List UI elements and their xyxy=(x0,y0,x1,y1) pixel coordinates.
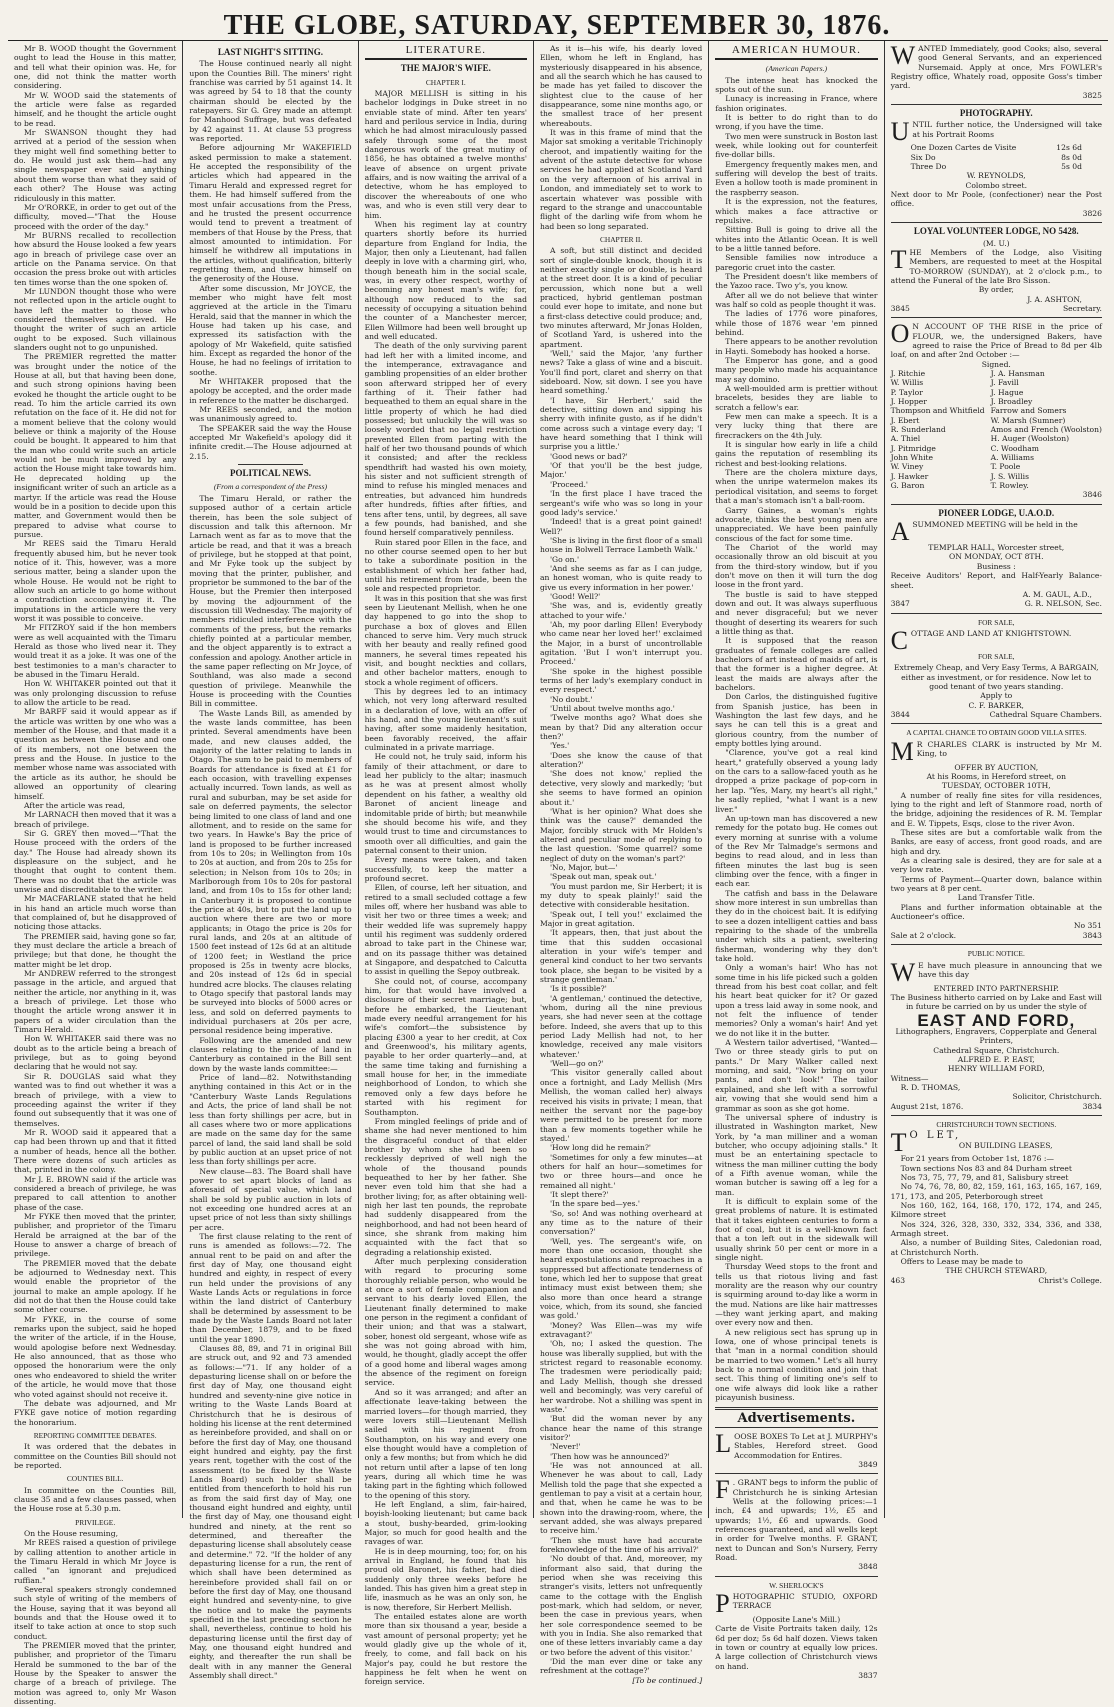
drop-cap: O xyxy=(890,319,910,349)
joke-item: An up-town man has discovered a new remedy for the potato bug. He comes out every morning at sunrise with a volume of the Rev Mr Talmadge's sermons and begins to read aloud, and in less than fifteen minutes the last bug is seen climbing over the fence, with a finger in each ear. xyxy=(715,813,878,889)
paragraph: He is in deep mourning, too; for, on his arrival in England, he found that his proud old Baronet, his father, had died suddenly only three weeks before he landed. This has given him a great step in life, inasmuch as he was an only son, he is now, therefore, Sir Herbert Mellish. xyxy=(364,1546,527,1612)
joke-item: Lunacy is increasing in France, where fashion originates. xyxy=(715,94,878,113)
joke-item: Only a woman's hair! Who has not some time in his life picked such a golden thread from his best coat collar, and felt his heart beat quicker for it? Or gazed upon a tress laid away in some nook, and not felt the influence of tender memories? Only a woman's hair! And yet we do not like it in the butter. xyxy=(715,963,878,1038)
paragraph: Mr FITZROY said if the hon members were as well acquainted with the Timaru Herald as those who lived near it. They would treat it as a joke. It was one of the best testimonies to a man's character to be abused in the Timaru Herald. xyxy=(14,623,177,680)
joke-item: Sensible families now introduce a paregoric cruet into the caster. xyxy=(715,253,878,272)
counties-heading: COUNTIES BILL. xyxy=(66,1474,124,1484)
joke-item: The catfish and bass in the Delaware show more interest in sun umbrellas than they do in the choicest bait. It is edifying to see a dozen intelligent catties and bass repairing to the shade of the umbrella under which sits a patient, sweltering fisherman, wondering why they don't take hold. xyxy=(715,888,878,963)
section-line: Nos 73, 75, 77, 79, and 81, Salisbury street xyxy=(900,1173,1069,1182)
price-row: Six Do 8s 0d xyxy=(910,152,1082,162)
paragraph: Mr REES raised a question of privilege by calling attention to another article in the Timaru Herald in which Mr Joyce is called "an ignorant and prejudiced ruffian." xyxy=(14,1538,177,1585)
paragraph: 'But did the woman never by any chance hear the name of this strange visitor?' xyxy=(539,1414,703,1442)
paragraph: She could not, of course, accompany him, for that would have involved a disclosure of their secret marriage; but, before he embarked, the Lieutenant made every needful arrangement for his wife's comfort—the subsistence by placing £300 a year to her credit, at Cox and Greenwood's, his military agents, payable to her order quarterly—and, at the same time taking and furnishing a small house for her, in the immediate neighborhood of London, to which she removed only a few days before he started with his regiment for Southampton. xyxy=(364,976,527,1117)
baker-name: Farrow and Somers xyxy=(990,406,1067,416)
paragraph: Mr WHITAKER proposed that the apology be accepted, and the order made in reference to the matter be discharged. xyxy=(189,377,352,405)
baker-name: J. S. Willis xyxy=(990,471,1029,481)
ad-heading: CHRISTCHURCH TOWN SECTIONS. xyxy=(936,1119,1057,1129)
baker-name: J. Hopper xyxy=(890,397,927,406)
divider xyxy=(891,944,1102,945)
paragraph: After much perplexing consideration with regard to procuring some thoroughly reliable person, who would be at once a sort of female companion and servant to his dearly loved Ellen, the Lieutenant finally determined to make one person in the regiment a confidant of their union; and that was a stalwart, sober, honest old sergeant, whose wife as she was not going abroad with him, would, he thought, gladly accept the offer of a good home and liberal wages among the absence of the regiment on foreign service. xyxy=(364,1257,527,1388)
paragraph: 'Sometimes for only a few minutes—at others for half an hour—sometimes for two or three hours—and once he remained all night.' xyxy=(539,1152,703,1190)
joke-item: The Chariot of the world may occasionally throw an old biscuit at you from the third-story window, but if you don't move on then it will turn the dog loose in the front yard. xyxy=(715,542,878,590)
paragraph: Mr REES said the Timaru Herald frequently abused him, but he never took notice of it. This, however, was a more serious matter, being a slander upon the whole House. He would not be right to allow such an article to go home without a contradiction accompanying it. The imputations in the article were the very worst it was possible to conceive. xyxy=(14,539,177,623)
chapter-two-heading: CHAPTER II. xyxy=(599,234,643,244)
paragraph: The SPEAKER said the way the House accepted Mr Wakefield's apology did it infinite credit.—The House adjourned at 2.15. xyxy=(189,423,352,461)
baker-name: T. Poole xyxy=(990,462,1021,472)
ad-town-sections: CHRISTCHURCH TOWN SECTIONS. T O LET, ON BUILDING LEASES, For 21 years from October 1st, 1876 :— Town sections Nos 83 and 84 Durham street Nos 73, 75, 77, 79, and 81, Salisbury street No 74, 76, 78, 80, 82, 159, 161, 163, 165, 167, 169, 171, 173, and 205, Peterborough street Nos 160, 162, 164, 168, 170, 172, 174, and 245, Kilmore street Nos 324, 326, 328, 330, 332, 334, 336, and 338, Armagh street. Also, a number of Building Sites, Caledonian road, at Christchurch North. Offers to Lease may be made to THE CHURCH STEWARD, 463 Christ's College. xyxy=(890,1119,1102,1285)
paragraph: 'Then she must have had accurate foreknowledge of the time of his arrival?' xyxy=(539,1535,703,1554)
paragraph: 'What is her opinion? What does she think was the cause?' demanded the Major, forcibly struck with Mr Holden's altered and peculiar mode of replying to the last question. 'Some quarrel? some neglect of duty on the woman's part?' xyxy=(539,806,703,863)
paragraph: 'Speak out, I tell you!' exclaimed the Major in great agitation. xyxy=(539,909,703,928)
baker-name: J. Pitmridge xyxy=(890,443,936,453)
paragraph: Mr BARFF said it would appear as if the article was written by one who was a member of the House, and that made it a question as between the House and one of its members, not one between the press and the House. In justice to the member whose name was associated with the article as its author, he should be allowed an opportunity of clearing himself. xyxy=(14,707,177,801)
paragraph: 'Of that you'll be the best judge, Major.' xyxy=(539,461,703,480)
paragraph: 'She is living in the first floor of a small house in Bolwell Terrace Lambeth Walk.' xyxy=(539,535,703,555)
drop-cap: P xyxy=(715,1589,730,1618)
ad-number: 3837 xyxy=(858,1671,878,1681)
section-line: Offers to Lease may be made to xyxy=(900,1257,1023,1267)
column-story-continued xyxy=(534,41,709,1685)
ad-public-notice: PUBLIC NOTICE. W E have much pleasure in announcing that we have this day ENTERED INTO PARTNERSHIP. The Business hitherto carried on by Lake and East will in future be carried on by us under the style of EAST AND FORD, Lithographers, Engravers, Copperplate and General Printers, Cathedral Square, Christchurch. ALFRED E. P. EAST, HENRY WILLIAM FORD, Witness— R. D. THOMAS, Solicitor, Christchurch. August 21st, 1876. 3834 xyxy=(890,949,1102,1111)
ad-heading: A CAPITAL CHANCE TO OBTAIN GOOD VILLA SITES. xyxy=(906,728,1087,738)
joke-item: The ladies of 1776 wore pinafores, while those of 1876 wear 'em pinned behind. xyxy=(715,309,878,337)
drop-cap: T xyxy=(890,1128,907,1158)
drop-cap: C xyxy=(890,625,908,655)
paragraph: 'Then how was he announced?' xyxy=(549,1451,670,1461)
section-line: For 21 years from October 1st, 1876 :— xyxy=(900,1154,1054,1164)
ad-number: 463 xyxy=(890,1275,906,1285)
paragraph: Mr O'RORKE, in order to get out of the difficulty, moved—"That the House proceed with the order of the day." xyxy=(14,202,177,231)
paragraph: Mr BURNS recalled to recollection how absurd the House looked a few years ago in breach of privilege case over an article on the Panama service. On that occasion the press broke out with articles ten times worse than the one spoken of. xyxy=(14,230,177,287)
paragraph: Price of land—82. Notwithstanding anything contained in this Act or in the "Canterbury Waste Lands Regulations and Acts, the price of land shall be not less than forty shillings per acre, but in all cases where two or more applications are made on the same day for the same parcel of land, the said land shall be sold by public auction at an upset price of not less than forty shillings per acre. xyxy=(189,1073,352,1167)
column-sitting xyxy=(183,41,358,1681)
counties-text: In committee on the Counties Bill, clause 35 and a few clauses passed, when the House rose at 5.30 p.m. xyxy=(14,1485,177,1514)
newspaper-columns xyxy=(8,40,1108,1707)
joke-item: Emergency frequently makes men, and suffering will develop the best of traits. Even a hollow tooth is made prominent in the raspberry season. xyxy=(715,159,878,197)
baker-name: J. Ritchie xyxy=(890,368,926,378)
divider xyxy=(891,1115,1102,1116)
paragraph: 'Go on.' xyxy=(549,554,580,564)
paragraph: Mr MACFARLANE stated that he held in his hand an article much worse than that complained of, but he disapproved of noticing those attacks. xyxy=(14,894,177,932)
ad-number: 3825 xyxy=(1082,90,1102,100)
story-body xyxy=(365,89,527,1687)
story-title: THE MAJOR'S WIFE. xyxy=(400,63,491,74)
reporting-heading: REPORTING COMMITTEE DEBATES. xyxy=(33,1430,157,1440)
joke-item: Two men were sunstruck in Boston last week, while looking out for counterfeit five-dollar bills. xyxy=(715,131,878,160)
ad-number: 3826 xyxy=(1082,208,1102,218)
joke-item: The intense heat has knocked the spots out of the sun. xyxy=(715,75,878,95)
joke-item: It is better to do right than to do wrong, if you have the time. xyxy=(715,113,878,132)
column-humour xyxy=(709,41,884,1681)
paragraph: The House continued nearly all night upon the Counties Bill. The miners' right franchise was carried by 51 against 14. It was agreed by 54 to 18 that the county chairman should be elected by the ratepayers. Sir G. Grey made an attempt for Manhood Suffrage, but was defeated by 42 against 11. At clause 53 progress was reported. xyxy=(189,59,352,144)
joke-item: The universal sphere of industry is illustrated in Washington market, New York, by "a man milliner and a woman butcher, who occupy adjoining stalls." It must be an entertaining spectacle to witness the man milliner cutting the body of a Fifth avenue woman, while the woman butcher is sawing off a leg for a man. xyxy=(715,1112,878,1197)
chapter-one-heading: CHAPTER I. xyxy=(425,77,466,87)
divider xyxy=(891,613,1102,614)
joke-item: Garry Gaines, a woman's rights advocate, thinks the best young men are unappreciated. We have been painfully conscious of the fact for some time. xyxy=(715,505,878,543)
paragraph: 'Good news or bad?' xyxy=(549,451,628,461)
ad-artesian-wells: F . GRANT begs to inform the public of Christchurch he is sinking Artesian Wells at the following prices:—1 inch, £4 and upwards; 1½, £5 and upwards; 1½, £6 and upwards. Good references guaranteed, and all wells kept in order for Twelve months. F. GRANT, next to Duncan and Son's Nursery, Ferry Road. 3848 xyxy=(715,1475,878,1572)
humour-byline: (American Papers.) xyxy=(765,64,828,74)
joke-item: The Emperor has gone, and a good many people who made his acquaintance may say domino. xyxy=(715,356,878,384)
paragraph: Ruin stared poor Ellen in the face, and no other course seemed open to her but to take a subordinate position in the establishment of which her father had, until his retirement from trade, been the sole and respected proprietor. xyxy=(364,537,527,594)
ad-heading: LOYAL VOLUNTEER LODGE, NO 5428. xyxy=(913,226,1079,237)
paragraph: Following are the amended and new clauses relating to the price of land in Canterbury as contained in the Bill sent down by the waste lands committee:— xyxy=(189,1035,352,1073)
paragraph: 'Twelve months ago? What does she mean by that? Did any alteration occur then?' xyxy=(539,713,703,742)
paragraph: 'Until about twelve months ago.' xyxy=(549,704,675,714)
paragraph: And so it was arranged; and after an affectionate leave-taking between the married lovers—for though married, they were lovers still—Lieutenant Mellish sailed with his regiment from Southampton, on his way and every one else thought would have a completion of only a few months; but from which he did not return until after a lapse of ten long years, during all which time he was taking part in the fighting which followed to the opening of this story. xyxy=(364,1387,527,1500)
paragraph: Mr R. WOOD said it appeared that a cap had been thrown up and that it fitted a number of heads, hence all the bother. There were dozens of such articles as that, printed in the colony. xyxy=(14,1127,177,1175)
paragraph: 'Speak out man, speak out.' xyxy=(549,872,657,882)
baker-name: W. Willis xyxy=(890,378,924,388)
paragraph: Clauses 88, 89, and 71 in original Bill are struck out, and 92 and 73 amended as follows:—"71. If any holder of a depasturing license shall on or before the first day of May, one thousand eight hundred and seventy-nine give notice in writing to the Waste Lands Board at Christchurch that he is desirous of holding his license at the rent determined as hereinbefore provided, and shall on or before the first day of May, one thousand eight hundred and eighty, pay the first years rent, together with the cost of the assessment (to be fixed by the Waste Lands Board) such holder shall be entitled from thenceforth to hold his run as from the said first day of May, one thousand eight hundred and eighty, until the first day of May, one thousand eight hundred and ninety, at the rent so determined, and thereafter the depasturing license shall absolutely cease and determine." 72. "If the holder of any depasturing license for a run, the rent of which shall have been determined as hereinbefore provided shall fail on or before the first day of May, one thousand eight hundred and seventy-nine, to give the notice and to make the payments specified in the last preceding section he shall, nevertheless, continue to hold his depasturing license until the first day of May, one thousand eight hundred and eighty, and thereafter the run shall be dealt with in any manner the General Assembly shall direct." xyxy=(189,1344,352,1681)
paragraph: Mr FYKE then moved that the printer, publisher, and proprietor of the Timaru Herald be arraigned at the bar of the House to answer a charge of breach of privilege. xyxy=(14,1211,177,1259)
paragraph: 'It appears, then, that just about the time that this sudden occasional alteration in your wife's temper and general kind conduct to her two servants took place, she began to be visited by a strange gentleman.' xyxy=(539,928,703,985)
paragraph: New clause—83. The Board shall have power to set apart blocks of land as aforesaid of special value, which land shall be sold by public auction in lots of not exceeding one hundred acres at an upset price of not less than sixty shillings per acre. xyxy=(189,1166,352,1232)
bakers-list xyxy=(891,369,1102,490)
joke-item: After all we do not believe that winter was half so cold as people thought it was. xyxy=(715,290,878,309)
joke-item: There appears to be another revolution in Hayti. Somebody has hooked a horse. xyxy=(715,337,878,356)
political-news-body xyxy=(189,494,351,1681)
joke-item: A new religious sect has sprung up in Iowa, one of whose principal tenets is that "man in a normal condition should be married to two women." Let's all hurry back to a normal condition and join that sect. This thing of limiting one's self to one wife always did look like a rather picayunish business. xyxy=(715,1327,878,1403)
divider xyxy=(715,1407,877,1410)
paragraph: 'Oh, no; I asked the question. The house was liberally supplied, but with the strictest regard to reasonable economy. The tradesmen were periodically paid; and Lady Mellish, though she dressed well and becomingly, was very careful of her wardrobe. Not a shilling was spent in waste.' xyxy=(539,1339,703,1414)
paragraph: After the article was read, xyxy=(24,800,126,810)
paragraph: A soft, but still distinct and decided sort of single-double knock, though it is neither exactly single or double, is heard at the street door. It is a kind of peculiar percussion, which none but a well practiced, hybrid gentleman postman could ever hope to imitate, and none but a first-class detective could produce; and, two minutes afterward, Mr Jonas Holden, of Scotland Yard, is ushered into the apartment. xyxy=(539,246,703,349)
paragraph: The Timaru Herald, or rather the supposed author of a certain article therein, has been the sole subject of discussion and talk this afternoon. Mr Larnach went as far as to move that the article be read, and that it was a breach of privilege, but he stopped at that point, and Mr Fyke took up the subject by moving that the printer, publisher, and proprietor be summoned to the bar of the House, but the Premier then interposed by moving the adjournment of the discussion till Wednesday. The majority of members ridiculed interference with the comments of the press, but the remarks chiefly pointed at a particular member, and the object apparently is to extract a confession and apology. Another article in the same paper reflecting on Mr Joyce, of Southland, was also made a second question of privilege. Meanwhile the House is proceeding with the Counties Bill in committee. xyxy=(189,493,352,709)
divider xyxy=(238,464,303,465)
paragraph: 'Well,' said the Major, 'any further news? Take a glass of wine and a biscuit. You'll find port, claret and sherry on that sideboard. Now, sit down. I see you have heard something.' xyxy=(539,349,703,396)
paragraph: 'She spoke in the highest possible terms of her lady's exemplary conduct in every respect.' xyxy=(539,666,703,695)
paragraph: 'No, Major, but—' xyxy=(549,862,618,872)
chapter-two-body xyxy=(540,246,702,1676)
price-row: Three Do 5s 0d xyxy=(910,162,1082,172)
ad-pioneer-lodge: PIONEER LODGE, U.A.O.D. A SUMMONED MEETING will be held in the TEMPLAR HALL, Worcester street, ON MONDAY, OCT 8TH. Business : Receive Auditors' Report, and Half-Yearly Balance-sheet. A. M. GAUL, A.D., 3847 G. R. NELSON, Sec. xyxy=(890,507,1102,609)
paragraph: Mr LUNDON thought those who were not reflected upon in the article ought to have left the matter to those who considered themselves aggrieved. He thought the writer of such an article ought to be exposed. Such villainous slanders ought not to go unpunished. xyxy=(14,286,177,352)
paragraph: 'Ah, my poor darling Ellen! Everybody who came near her loved her!' exclaimed the Major, in a burst of uncontrollable agitation. 'But I won't interrupt you. Proceed.' xyxy=(539,619,703,667)
paragraph: MAJOR MELLISH is sitting in his bachelor lodgings in Duke street in no enviable state of mind. After ten years' hard and perilous service in India, during which he had almost miraculously passed safely through some of the most dangerous work of the great mutiny of 1856, he has obtained a twelve months' leave of absence on urgent private affairs, and is now waiting the arrival of a detective, whom he has employed to discover the whereabouts of one who was, and who is even still very dear to him. xyxy=(364,89,527,220)
baker-name: T. Rowley. xyxy=(990,481,1029,491)
divider xyxy=(891,222,1102,223)
paragraph: When his regiment lay at country quarters shortly before its hurried departure from England for India, the Major, then only a Lieutenant, had fallen deeply in love with a charming girl, who, though beneath him in the social scale, was, in every other respect, worthy of becoming any honest man's wife; for, although now reduced to the sad necessity of occupying a situation behind the counter of a Manchester mercer, Ellen Willmore had been well brought up and well educated. xyxy=(364,219,527,341)
paragraph: The PREMIER moved that the printer, publisher, and proprietor of the Timaru Herald be summoned to the bar of the House by the Speaker to answer the charge of a breach of privilege. The motion was agreed to, only Mr Wason dissenting. xyxy=(14,1641,177,1707)
baker-name: J. A. Hansman xyxy=(990,368,1045,378)
paragraph: On the House resuming, xyxy=(24,1528,118,1538)
paragraph: 'It slept there?' xyxy=(549,1189,609,1199)
story-continued-body xyxy=(540,44,702,231)
paragraph: The death of the only surviving parent had left her with a limited income, and the intemperance, extravagance and gambling propensities of an elder brother soon afterward stripped her of every farthing of it. Their father had bequeathed to them an equal share in the little property of which he had died possessed; but unluckily the will was so loosely worded that no legal restriction prevented Ellen from parting with the half of her two thousand pounds of which it consisted; and after the reckless spendthrift had wasted his own moiety, his sister and not sufficient strength of mind to refuse his mingled menaces and entreaties, but advanced him hundreds after hundreds, fifties after fifties, and tens after tens, until, by degrees, all save a few pounds, had banished, and she found herself comparatively penniless. xyxy=(364,341,527,538)
ad-loose-boxes: LOOSE BOXES To Let at J. MURPHY's Stables, Hereford street. Good Accommodation for Entires. 3849 xyxy=(715,1428,878,1469)
ad-wanted: WANTED Immediately, good Cooks; also, several good General Servants, and an experienced Nursemaid. Apply at once, Mrs FOWLER's Registry office, Whately road, opposite Goss's timber yard. 3825 xyxy=(890,41,1102,100)
ad-number: 3843 xyxy=(1082,930,1102,940)
paragraph: 'And she seems as far as I can judge, an honest woman, who is quite ready to give us every information in her power.' xyxy=(539,563,703,592)
paragraph: Mr SWANSON thought they had arrived at a period of the session when they might well find something better to do. He would just ask them—had any single newspaper ever said anything about them worse than what they said of each other? The House was acting ridiculously in this matter. xyxy=(14,128,177,203)
paragraph: 'No doubt of that. And, moreover, my informant also said, that during the period when she was receiving this stranger's visits, letters not unfrequently came to the cottage with the English post-mark, which had seldom, or never, been the case in previous years, when her sole correspondence seemed to be with you in India. She also remarked that one of these letters invariably came a day or two before the advent of this visitor.' xyxy=(539,1554,703,1657)
joke-item: It is supposed that the reason graduates of female colleges are called bachelors of art instead of maids of art, is that the former is a higher degree. At least the maids are always after the bachelors. xyxy=(715,636,878,693)
drop-cap: W xyxy=(890,41,916,70)
divider xyxy=(715,1576,877,1577)
paragraph: Several speakers strongly condemned such style of writing of the members of the House, saying that it was beyond all bounds and that the House owed it to itself to take action at once to stop such conduct. xyxy=(14,1585,177,1641)
drop-cap: U xyxy=(890,117,910,147)
advertisements-heading: Advertisements. xyxy=(737,1410,856,1426)
ad-number: 3845 xyxy=(890,303,910,313)
ad-title: W. SHERLOCK'S xyxy=(769,1580,824,1590)
joke-item: The President doesn't like members of the Yazoo race. Two y's, you know. xyxy=(715,271,878,291)
ad-heading: FOR SALE, xyxy=(977,617,1015,627)
column-ads xyxy=(885,41,1108,1518)
paragraph: 'No doubt.' xyxy=(549,694,593,704)
paragraph: 'Did the man ever dine or take any refreshment at the cottage?' xyxy=(539,1657,703,1676)
ad-photographic-studio: W. SHERLOCK'S P HOTOGRAPHIC STUDIO, OXFORD TERRACE (Opposite Lane's Mill.) Carte de Visite Portraits taken daily, 12s 6d per doz; 5s 6d half dozen. Views taken in town or country at equally low prices. A large collection of Christchurch views on hand. 3837 xyxy=(715,1580,878,1681)
drop-cap: L xyxy=(715,1428,732,1458)
ad-number: 3847 xyxy=(890,599,910,609)
ad-number: 3834 xyxy=(1082,1101,1102,1111)
ad-heading: PIONEER LODGE, U.A.O.D. xyxy=(938,507,1055,518)
paragraph: Sir R. DOUGLAS said what they wanted was to find out whether it was a breach of privilege, with a view to proceeding against the writer if they found out subsequently that it was one of themselves. xyxy=(14,1071,177,1128)
paragraph: 'Well—go on?' xyxy=(549,1059,604,1069)
joke-item: A well-moulded arm is prettier without bracelets, besides they are liable to scratch a fellow's ear. xyxy=(715,384,878,412)
joke-item: Thursday Weed stops to the front and tells us that riotous living and fast morality are the reason why our country is squirming around to-day like a worm in the mud. Nations are like hair mattresses—they want jerking apart, and making over every now and then. xyxy=(715,1262,878,1328)
divider xyxy=(891,104,1102,105)
to-be-continued: [To be continued.] xyxy=(632,1675,703,1685)
paragraph: As it is—his wife, his dearly loved Ellen, whom he left in England, has mysteriously disappeared in his absence, and all the search which he has caused to be made has yet failed to discover the slightest clue to the cause of her disappearance, some nine months ago, or the smallest trace of her present whereabouts. xyxy=(539,44,703,128)
baker-name: R. Sunderland xyxy=(890,425,946,435)
baker-name: A. Thiel xyxy=(890,434,921,444)
ad-number: 3846 xyxy=(1082,490,1102,500)
paragraph: The Waste Lands Bill, as amended by the waste lands committee, has been printed. Several amendments have been made, and new clauses added, the majority of the latter relating to lands in Otago. The sum to be paid to members of Boards for attendance is fixed at £1 for each occasion, with travelling expenses actually incurred. Town lands, as well as rural and suburban, may be set aside for sale on deferred payments, the selector being limited to one class of land and one allotment, and to reside on the same for two years. In Hawke's Bay the price of land is proposed to be further increased from 10s to 20s; in Wellington from 10s to 20s at auction, and from 20s to 25s for selection; in Nelson from 10s to 20s; in Marlborough from 10s to 20s for pastoral land, and from 10s to 15s for other land; in Canterbury it is proposed to continue the price at 40s, but to put the land up to auction where there are two or more applicants; in Otago the price is 20s for rural lands, and 20s at an altitude of 1500 feet instead of 12s 6d at an altitude of 1200 feet; in Westland the price proposed is 25s in twenty acre blocks, and 20s instead of 12s 6d in special hundred acre blocks. The clauses relating to Otago specify that pastoral lands may be surveyed into blocks of 5000 acres or less, and sold on deferred payments to individual purchasers at 20s per acre, personal residence being imperative. xyxy=(189,708,352,1036)
paragraph: 'You must pardon me, Sir Herbert; it is my duty to speak plainly!' said the detective with considerable hesitation. xyxy=(539,881,703,910)
ad-number: 3848 xyxy=(858,1562,878,1572)
ad-heading: PUBLIC NOTICE. xyxy=(967,949,1025,959)
paragraph: Mr B. WOOD thought the Government ought to lead the House in this matter, and tell what their opinion was. He, for one, did not think the matter worth considering. xyxy=(14,44,177,91)
baker-name: J. Hawker xyxy=(890,471,929,481)
ad-number: 3844 xyxy=(890,709,910,719)
section-line: Nos 324, 326, 328, 330, 332, 334, 336, and 338, Armagh street. xyxy=(890,1219,1102,1239)
ad-bakers-flour: O N ACCOUNT OF THE RISE in the price of FLOUR, we, the undersigned Bakers, have agreed to raise the Price of Bread to 8d per 4lb loaf, on and after 2nd October :— Signed. J. Ritchie J. A. Hansman W. Willis J. Favill P. Taylor J. Hague J. Hopper J. Broadley Thompson and Whitfield Farrow and Somers J. Ebert W. Marsh (Sumner) R. Sunderland Amos and French (Woolston) A. Thiel H. Auger (Woolston) J. Pitmridge C. Woodham John White A. Williams W. Viney T. Poole J. Hawker J. S. Willis G. Baron T. Rowley. 3846 xyxy=(890,319,1102,500)
ad-loyal-volunteer-lodge: LOYAL VOLUNTEER LODGE, NO 5428. (M. U.) T HE Members of the Lodge, also Visiting Members, are requested to meet at the Hospital TO-MORROW (SUNDAY), at 2 o'clock p.m., to attend the Funeral of the late Bro Sisson. By order, J. A. ASHTON, 3845 Secretary. xyxy=(890,226,1102,313)
baker-name: W. Marsh (Sumner) xyxy=(990,415,1066,425)
price-row: One Dozen Cartes de Visite 12s 6d xyxy=(910,143,1082,153)
sitting-heading: LAST NIGHT'S SITTING. xyxy=(217,47,324,57)
paragraph: Ellen, of course, left her situation, and retired to a small secluded cottage a few miles off, where her husband was able to visit her two or three times a week; and their wedded life was supremely happy until his regiment was suddenly ordered abroad to take part in the Chinese war, and on its passage thither was detained at Singapore, and despatched to Calcutta to assist in quelling the Sepoy outbreak. xyxy=(364,883,527,977)
baker-name: J. Broadley xyxy=(990,397,1033,406)
parliament-report xyxy=(14,44,176,1427)
paragraph: The PREMIER moved that the debate be adjourned to Wednesday next. This would enable the proprietor of the journal to make an ample apology. If he did not do that then the House could take some other course. xyxy=(14,1258,177,1315)
divider xyxy=(715,1473,877,1474)
paragraph: 'How long did he remain?' xyxy=(549,1143,651,1153)
divider xyxy=(715,1427,877,1428)
drop-cap: A xyxy=(890,517,910,547)
paragraph: The entailed estates alone are worth more than six thousand a year, beside a vast amount of personal property; yet he would gladly give up the whole of it, freely, to come, and fall back on his Major's pay, could he but restore the happiness he felt when he went on foreign service. xyxy=(364,1612,527,1687)
humour-body xyxy=(715,76,877,1403)
column-parliament xyxy=(8,41,183,1707)
paragraph: 'Never!' xyxy=(549,1442,581,1452)
joke-item: Don Carlos, the distinguished fugitive from Spanish justice, has been in Washington the last few days, and he says he can tell this is a great and glorious country, from the number of empty bottles lying around. xyxy=(715,692,878,749)
paragraph: 'I have, Sir Herbert,' said the detective, sitting down and sipping his sherry with infinite gusto, as if he didn't come across such a vintage every day; 'I have heard something that I think will surprise you a little.' xyxy=(539,395,703,452)
paragraph: 'Does she know the cause of that alteration?' xyxy=(539,750,703,770)
baker-name: G. Baron xyxy=(890,481,925,491)
paragraph: Mr W. WOOD said the statements of the article were false as regarded himself, and he thought the article ought to be read. xyxy=(14,90,177,128)
baker-name: John White xyxy=(890,453,934,463)
paragraph: 'Indeed! that is a great point gained! Well?' xyxy=(539,517,703,536)
divider xyxy=(891,317,1102,318)
baker-name: A. Williams xyxy=(990,453,1034,463)
joke-item: Few men can make a speech. It is a very lucky thing that there are firecrackers on the 4th July. xyxy=(715,412,878,440)
baker-name: W. Viney xyxy=(890,462,924,472)
baker-name: C. Woodham xyxy=(990,443,1039,453)
paragraph: 'Well, yes. The sergeant's wife, on more than one occasion, thought she heard expostulations and reproaches in a suppressed but affectionate tenderness of tone, which led her to suppose that great intimacy must exist between them; she also more than once heard a strange voice, which, from its sound, she fancied was gold.' xyxy=(539,1236,703,1321)
column-literature xyxy=(359,41,534,1687)
paragraph: Mr J. E. BROWN said if the article was considered a breach of privilege, he was prepared to call attention to another phase of the case. xyxy=(14,1174,177,1212)
joke-item: "Clarence, you've got a real kind heart," gratefully observed a young lady on the cars to a sallow-faced youth as he dropped a prize package of pop-corn in her lap. "Yes, Mary, my heart's all right," he sadly replied, "what I want is a new liver." xyxy=(715,748,878,814)
political-news-heading: POLITICAL NEWS. xyxy=(229,468,311,479)
drop-cap: T xyxy=(890,244,907,274)
baker-name: Thompson and Whitfield xyxy=(890,406,985,416)
paragraph: Before adjourning Mr WAKEFIELD asked permission to make a statement. He accepted the responsibility of the articles which had appeared in the Timaru Herald and expressed regret for them. He had himself suffered from the most unfair accusations from the Press, and he trusted the present occurrence would tend to prevent a treatment of members of that House by the Press, that almost amounted to intimidation. For himself he withdrew all imputations in the articles, without qualification, bitterly regretting them, and threw himself on the generosity of the House. xyxy=(189,143,352,284)
drop-cap: F xyxy=(715,1475,730,1505)
paragraph: 'Good! Well?' xyxy=(549,591,601,601)
joke-item: Sitting Bull is going to drive all the whites into the Atlantic Ocean. It is well to be a little tanned before. xyxy=(715,225,878,253)
paragraph: This by degrees led to an intimacy which, not very long afterward resulted in a declaration of love, with an offer of his hand, and the young lieutenant's suit having, after some maidenly hesitation, been favorably received, the affair culminated in a private marriage. xyxy=(364,687,527,753)
baker-name: Amos and French (Woolston) xyxy=(990,425,1102,435)
price-list xyxy=(891,143,1102,171)
paragraph: 'So, so! And was nothing overheard at any time as to the nature of their conversation?' xyxy=(539,1208,703,1237)
paragraph: Sir G. GREY then moved—"That the House proceed with the orders of the day." The House had already shown its displeasure on the subject, and he thought that ought to content them. There was no doubt that the article was unwise and discreditable to the writer. xyxy=(14,828,177,894)
sections-list xyxy=(891,1154,1102,1266)
baker-name: J. Hague xyxy=(990,387,1024,397)
paragraph: The debate was adjourned, and Mr FYKE gave notice of motion regarding the honorarium. xyxy=(14,1398,177,1427)
baker-name: P. Taylor xyxy=(890,387,923,397)
political-news-byline: (From a correspondent of the Press) xyxy=(213,482,328,492)
paragraph: 'This visitor generally called about once a fortnight, and Lady Mellish (Mrs Mellish, the woman called her) always received his visits in private; I mean, that neither the servant nor the page-boy were permitted to be present for more than a few moments together while he stayed.' xyxy=(539,1068,703,1143)
paragraph: He left England, a slim, fair-haired, boyish-looking lieutenant; but came back a stout, bushy-bearded, grim-looking Major, so much for good health and the ravages of war. xyxy=(364,1499,527,1547)
paragraph: 'She does not know,' replied the detective, very slowly and markedly; 'but she seems to have formed an opinion about it.' xyxy=(539,769,703,807)
privilege-report xyxy=(14,1529,176,1707)
paragraph: 'He was not announced at all. Whenever he was about to call, Lady Mellish told the page that she expected a gentleman to pay a visit at a certain hour, and that, when he came he was to be shown into the drawing-room, where, the servant added, she was always prepared to receive him.' xyxy=(539,1460,703,1536)
paragraph: Every means were taken, and taken successfully, to keep the matter a profound secret. xyxy=(364,855,527,883)
joke-item: It is the expression, not the features, which makes a face attractive or repulsive. xyxy=(715,197,878,225)
section-line: No 74, 76, 78, 80, 82, 159, 161, 163, 165, 167, 169, 171, 173, and 205, Peterborough street xyxy=(890,1182,1102,1201)
joke-item: A Western tailor advertised, "Wanted—Two or three steady girls to put on pants." Dr Mary Walker called next morning, and said, "Now bring on your pants, and don't look!" The tailor explained, and she left with a sorrowful air, vowing that she would send him a grammar as soon as she got home. xyxy=(715,1038,878,1113)
ad-heading: PHOTOGRAPHY. xyxy=(959,108,1033,119)
paragraph: It was in this frame of mind that the Major sat smoking a veritable Trichinoply cheroot, and impatiently waiting for the advent of the astute detective for whose services he had applied at Scotland Yard on the very afternoon of his arrival in London, and immediately set to work to ascertain whatever was possible with regard to the strange and unaccountable flight of the darling wife from whom he had been so long separated. xyxy=(539,128,703,231)
ad-cottage-for-sale: FOR SALE, C OTTAGE AND LAND AT KNIGHTSTOWN. FOR SALE, Extremely Cheap, and Very Easy Terms, A BARGAIN, either as investment, or for residence. Now let to good tenant of two years standing. Apply to C. F. BARKER, 3844 Cathedral Square Chambers. xyxy=(890,617,1102,719)
paragraph: Hon W. WHITAKER said there was no doubt as to the article being a breach of privilege, but as to going beyond declaring that he would not say. xyxy=(14,1034,177,1072)
paragraph: The PREMIER said, having gone so far, they must declare the article a breach of privilege; but that done, he thought the matter might be let drop. xyxy=(14,931,177,969)
humour-heading: AMERICAN HUMOUR. xyxy=(715,46,877,60)
privilege-heading: PRIVILEGE. xyxy=(75,1517,116,1527)
divider xyxy=(891,723,1102,724)
joke-item: The bustle is said to have stepped down and out. It was always superfluous and never disgraceful; but we never thought of deserting its wearers for such a little thing as that. xyxy=(715,589,878,636)
paragraph: Mr REES seconded, and the motion was unanimously agreed to. xyxy=(189,405,352,424)
sitting-report xyxy=(189,59,351,461)
paragraph: 'Proceed.' xyxy=(549,479,588,489)
paragraph: Mr LARNACH then moved that it was a breach of privilege. xyxy=(14,810,177,829)
reporting-text: It was ordered that the debates in committee on the Counties Bill should not be reported. xyxy=(14,1442,177,1470)
paragraph: 'Is it possible?' xyxy=(549,984,607,994)
ad-villa-sites: A CAPITAL CHANCE TO OBTAIN GOOD VILLA SITES. M R CHARLES CLARK is instructed by Mr M. King, to OFFER BY AUCTION, At his Rooms, in Hereford street, on TUESDAY, OCTOBER 10TH, A number of really fine sites for villa residences, lying to the right and left of Stanmore road, north of the bridge, adjoining the residences of R. M. Templar and E. W. Tippets, Esqs, close to the river Avon. These sites are but a comfortable walk from the Banks, are easy of access, front good roads, and are high and dry. As a clearing sale is desired, they are for sale at a very low rate. Terms of Payment—Quarter down, balance within two years at 8 per cent. Land Transfer Title. Plans and further information obtainable at the Auctioneer's office. No 351 Sale at 2 o'clock. 3843 xyxy=(890,728,1102,940)
baker-name: J. Ebert xyxy=(890,415,920,425)
paragraph: 'She was, and is, evidently greatly attached to your wife.' xyxy=(539,601,703,620)
paragraph: 'Yes.' xyxy=(549,741,570,751)
ad-number: 3849 xyxy=(858,1459,878,1469)
paragraph: The PREMIER regretted the matter was brought under the notice of the House at all, but that having been done, and such strong opinions having been evoked he thought the article ought to be read. To him the article carried its own refutation on the face of it. He did not for a moment believe that the colony would believe or think a majority of the House could be bought. It appeared to him that the man who could write such an article would not be much improved by any action the House might take towards him. He deprecated holding up the insignificant writer of such an article as a martyr. If the article was read the House would be in a position to decide upon this matter, and Government would then be prepared to advise what course to pursue. xyxy=(14,352,177,539)
literature-heading: LITERATURE. xyxy=(365,46,527,60)
baker-name: J. Favill xyxy=(990,378,1019,388)
paragraph: 'In the first place I have traced the sergeant's wife who was so long in your good lady's service.' xyxy=(539,489,703,517)
section-line: Town sections Nos 83 and 84 Durham street xyxy=(900,1163,1072,1173)
section-line: Also, a number of Building Sites, Caledonian road, at Christchurch North. xyxy=(890,1238,1102,1257)
joke-item: It is difficult to explain some of the great problems of nature. It is estimated that it takes eighteen centuries to form a foot of coal, but it is a well-known fact that a ton left out in the sidewalk will usually shrink 50 per cent or more in a single night. xyxy=(715,1196,878,1262)
paragraph: Hon W. WHITAKER pointed out that it was only prolonging discussion to refuse to allow the article to be read. xyxy=(14,679,177,708)
joke-item: It is singular how early in life a child gains the reputation of resembling its richest and best-looking relations. xyxy=(715,440,878,468)
paragraph: Mr FYKE, in the course of some remarks upon the subject, said he hoped the writer of the article, if in the House, would apologise before next Wednesday. He also announced, that as those who opposed the honorarium were the only ones who endeavored to shield the writer of the article, he would move that those who voted against should not receive it. xyxy=(14,1314,177,1399)
ad-photography: PHOTOGRAPHY. U NTIL further notice, the Undersigned will take at his Portrait Rooms One Dozen Cartes de Visite 12s 6d Six Do 8s 0d Three Do 5s 0d W. REYNOLDS, Colombo street. Next door to Mr Poole, (confectioner) near the Post office. 3826 xyxy=(890,108,1102,218)
paragraph: 'In the spare bed—yes.' xyxy=(549,1199,640,1209)
drop-cap: M xyxy=(890,736,914,766)
firm-name: EAST AND FORD, xyxy=(917,1010,1076,1030)
paragraph: After some discussion, Mr JOYCE, the member who might have felt most aggrieved at the article in the Timaru Herald, said that the manner in which the House had taken up his case, and expressed its satisfaction with the apology of Mr Wakefield, quite satisfied him. Except as regarded the honor of the House, he had no feelings of irritation to soothe. xyxy=(189,283,352,377)
paragraph: 'Money? Was Ellen—was my wife extravagant?' xyxy=(539,1320,703,1340)
paragraph: Mr ANDREW referred to the strongest passage in the article, and argued that neither the article, nor anything in it, was a breach of privilege. Let those who thought the article wrong answer it in papers of a wider circulation than the Timaru Herald. xyxy=(14,969,177,1035)
paragraph: He could not, he truly said, inform his family of their attachment, or dare to lead her publicly to the altar; inasmuch as he was at present almost wholly dependent on his father, a wealthy old Baronet of ancient lineage and indomitable pride of birth; but meanwhile she should become his wife, and they would trust to time and circumstances to smooth over all difficulties, and gain the paternal consent to their union. xyxy=(364,752,527,855)
paragraph: The first clause relating to the rent of runs is amended as follows:—72. The annual rent to be paid on and after the first day of May, one thousand eight hundred and eighty, in respect of every run held under the provisions of any Waste Lands Acts or regulations in force within the land district of Canterbury shall be determined by assessment to be made by the Waste Lands Board not later than December, 1879, and to be fixed until the year 1890. xyxy=(189,1231,352,1344)
joke-item: There are the cholera mixture days, when the unripe watermelon makes its periodical visitation, and seems to forget that a man's stomach isn't a ball-room. xyxy=(715,468,878,506)
newspaper-title: THE GLOBE, SATURDAY, SEPTEMBER 30, 1876. xyxy=(223,10,891,41)
baker-name: H. Auger (Woolston) xyxy=(990,434,1070,444)
divider xyxy=(891,504,1102,505)
drop-cap: W xyxy=(890,957,916,987)
paragraph: From mingled feelings of pride and of shame she had never mentioned to him the disgraceful conduct of that elder brother by whom she had been so recklessly deprived of well nigh the whole of the thousand pounds bequeathed to her by her father. She never even told him that she had a brother living; for, as after obtaining well-nigh her last ten pounds, the reprobate had suddenly disappeared from the neighborhood, and had not been heard of since, she shrank from making him acquainted with the fact that so degrading a relationship existed. xyxy=(364,1116,527,1257)
paragraph: 'A gentleman,' continued the detective, 'whom, during all the nine previous years, she had never seen at the cottage before. Indeed, she avers that up to this period Lady Mellish had not, to her knowledge, received any male visitors whatever.' xyxy=(539,993,703,1059)
section-line: Nos 160, 162, 164, 168, 170, 172, 174, and 245, Kilmore street xyxy=(890,1201,1102,1220)
paragraph: It was in this position that she was first seen by Lieutenant Mellish, when he one day happened to go into the shop to purchase a box of gloves and Ellen chanced to serve him. Very much struck with her beauty and really refined good manners, he several times repeated his visit, and bought neckties and collars, and other bachelor matters, enough to stock a whole regiment of officers. xyxy=(364,593,527,687)
